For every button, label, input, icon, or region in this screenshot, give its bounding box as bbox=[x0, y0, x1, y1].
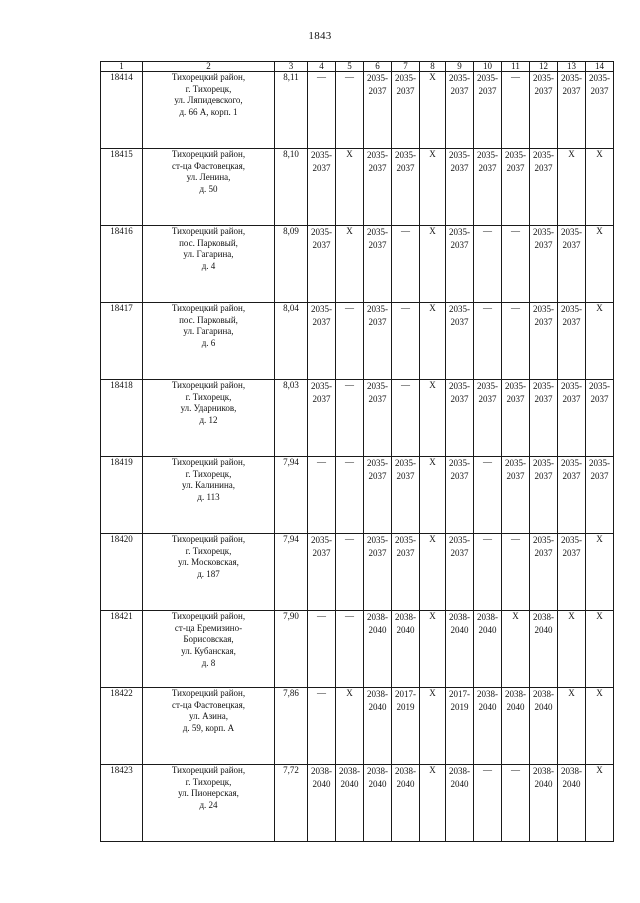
period-cell: 2038- 2040 bbox=[446, 611, 474, 688]
address-line: Борисовская, bbox=[183, 634, 234, 645]
column-number-row bbox=[101, 62, 614, 72]
period-cell: 2035- 2037 bbox=[558, 380, 586, 457]
period-cell: 2035- 2037 bbox=[530, 149, 558, 226]
mark-cell: X bbox=[586, 534, 614, 611]
period-cell: 2035- 2037 bbox=[364, 380, 392, 457]
value-cell: 7,94 bbox=[275, 457, 308, 534]
record-number: 18422 bbox=[101, 688, 143, 765]
address-line: г. Тихорецк, bbox=[185, 468, 232, 479]
period-cell: 2038- 2040 bbox=[364, 765, 392, 842]
period-cell: 2035- 2037 bbox=[530, 226, 558, 303]
address-line: д. 59, корп. А bbox=[182, 723, 235, 734]
address-line: г. Тихорецк, bbox=[185, 83, 232, 94]
address-line: Тихорецкий район, bbox=[171, 457, 246, 467]
address-cell bbox=[143, 457, 275, 534]
period-cell: 2035- 2037 bbox=[308, 149, 336, 226]
mark-cell: — bbox=[308, 611, 336, 688]
period-cell: 2035- 2037 bbox=[364, 226, 392, 303]
record-number: 18421 bbox=[101, 611, 143, 688]
column-number-header: 3 bbox=[275, 62, 308, 72]
period-cell: 2035- 2037 bbox=[446, 303, 474, 380]
mark-cell: — bbox=[392, 303, 420, 380]
period-cell: 2035- 2037 bbox=[364, 149, 392, 226]
address-line: ул. Гагарина, bbox=[183, 326, 234, 337]
period-cell: 2035- 2037 bbox=[308, 534, 336, 611]
address-line: ст-ца Фастовецкая, bbox=[171, 160, 246, 171]
period-cell: 2038- 2040 bbox=[530, 688, 558, 765]
period-cell: 2035- 2037 bbox=[530, 534, 558, 611]
mark-cell: X bbox=[420, 149, 446, 226]
address-line: д. 4 bbox=[201, 261, 216, 272]
mark-cell: X bbox=[420, 611, 446, 688]
period-cell: 2038- 2040 bbox=[392, 611, 420, 688]
period-cell: 2035- 2037 bbox=[502, 457, 530, 534]
mark-cell: — bbox=[502, 72, 530, 149]
period-cell: 2035- 2037 bbox=[446, 149, 474, 226]
period-cell: 2035- 2037 bbox=[446, 226, 474, 303]
column-number-header: 10 bbox=[474, 62, 502, 72]
mark-cell: X bbox=[420, 534, 446, 611]
period-cell: 2035- 2037 bbox=[530, 303, 558, 380]
address-cell bbox=[143, 534, 275, 611]
period-cell: 2035- 2037 bbox=[308, 380, 336, 457]
column-number-header: 11 bbox=[502, 62, 530, 72]
address-line: пос. Парковый, bbox=[179, 237, 238, 248]
address-cell bbox=[143, 611, 275, 688]
table-row bbox=[101, 72, 614, 149]
period-cell: 2038- 2040 bbox=[474, 611, 502, 688]
address-line: Тихорецкий район, bbox=[171, 765, 246, 775]
mark-cell: X bbox=[420, 226, 446, 303]
period-cell: 2035- 2037 bbox=[530, 457, 558, 534]
mark-cell: — bbox=[392, 380, 420, 457]
period-cell: 2035- 2037 bbox=[530, 72, 558, 149]
address-line: ул. Пионерская, bbox=[178, 788, 239, 799]
mark-cell: — bbox=[308, 72, 336, 149]
address-line: д. 66 А, корп. 1 bbox=[179, 107, 238, 118]
mark-cell: — bbox=[336, 380, 364, 457]
mark-cell: — bbox=[474, 457, 502, 534]
period-cell: 2035- 2037 bbox=[446, 380, 474, 457]
mark-cell: X bbox=[502, 611, 530, 688]
mark-cell: — bbox=[474, 226, 502, 303]
table-row bbox=[101, 611, 614, 688]
mark-cell: X bbox=[558, 688, 586, 765]
address-line: Тихорецкий район, bbox=[171, 149, 246, 159]
period-cell: 2038- 2040 bbox=[530, 611, 558, 688]
table-row bbox=[101, 303, 614, 380]
mark-cell: X bbox=[336, 688, 364, 765]
period-cell: 2038- 2040 bbox=[474, 688, 502, 765]
period-cell: 2035- 2037 bbox=[364, 303, 392, 380]
period-cell: 2035- 2037 bbox=[558, 303, 586, 380]
mark-cell: — bbox=[336, 72, 364, 149]
column-number-header: 5 bbox=[336, 62, 364, 72]
column-number-header: 6 bbox=[364, 62, 392, 72]
period-cell: 2035- 2037 bbox=[392, 534, 420, 611]
period-cell: 2035- 2037 bbox=[446, 534, 474, 611]
period-cell: 2035- 2037 bbox=[392, 149, 420, 226]
mark-cell: — bbox=[336, 611, 364, 688]
record-number: 18415 bbox=[101, 149, 143, 226]
mark-cell: X bbox=[586, 611, 614, 688]
period-cell: 2035- 2037 bbox=[530, 380, 558, 457]
address-line: д. 50 bbox=[199, 184, 218, 195]
address-line: Тихорецкий район, bbox=[171, 303, 246, 313]
address-line: г. Тихорецк, bbox=[185, 391, 232, 402]
period-cell: 2035- 2037 bbox=[474, 380, 502, 457]
period-cell: 2035- 2037 bbox=[558, 72, 586, 149]
mark-cell: X bbox=[336, 226, 364, 303]
address-cell bbox=[143, 688, 275, 765]
period-cell: 2035- 2037 bbox=[446, 457, 474, 534]
period-cell: 2038- 2040 bbox=[364, 611, 392, 688]
column-number-header: 9 bbox=[446, 62, 474, 72]
mark-cell: X bbox=[586, 226, 614, 303]
address-cell bbox=[143, 226, 275, 303]
column-number-header: 2 bbox=[143, 62, 275, 72]
address-cell bbox=[143, 72, 275, 149]
column-number-header: 4 bbox=[308, 62, 336, 72]
record-number: 18418 bbox=[101, 380, 143, 457]
mark-cell: X bbox=[586, 688, 614, 765]
address-line: ул. Московская, bbox=[178, 557, 239, 568]
record-number: 18414 bbox=[101, 72, 143, 149]
column-number-header: 1 bbox=[101, 62, 143, 72]
mark-cell: X bbox=[420, 457, 446, 534]
value-cell: 7,72 bbox=[275, 765, 308, 842]
address-line: д. 6 bbox=[201, 338, 216, 349]
address-line: г. Тихорецк, bbox=[185, 545, 232, 556]
address-line: ул. Ляпидевского, bbox=[174, 95, 243, 106]
mark-cell: — bbox=[392, 226, 420, 303]
address-line: Тихорецкий район, bbox=[171, 611, 246, 621]
period-cell: 2035- 2037 bbox=[308, 226, 336, 303]
period-cell: 2035- 2037 bbox=[558, 534, 586, 611]
period-cell: 2035- 2037 bbox=[364, 457, 392, 534]
mark-cell: X bbox=[420, 303, 446, 380]
period-cell: 2038- 2040 bbox=[446, 765, 474, 842]
period-cell: 2035- 2037 bbox=[558, 457, 586, 534]
value-cell: 7,86 bbox=[275, 688, 308, 765]
record-number: 18423 bbox=[101, 765, 143, 842]
period-cell: 2035- 2037 bbox=[586, 72, 614, 149]
mark-cell: — bbox=[474, 534, 502, 611]
address-line: ул. Кубанская, bbox=[181, 646, 236, 657]
address-line: д. 8 bbox=[201, 657, 216, 668]
period-cell: 2035- 2037 bbox=[502, 149, 530, 226]
table-row bbox=[101, 457, 614, 534]
period-cell: 2017- 2019 bbox=[392, 688, 420, 765]
period-cell: 2035- 2037 bbox=[446, 72, 474, 149]
table-row bbox=[101, 534, 614, 611]
record-number: 18420 bbox=[101, 534, 143, 611]
value-cell: 8,09 bbox=[275, 226, 308, 303]
value-cell: 8,11 bbox=[275, 72, 308, 149]
mark-cell: — bbox=[502, 226, 530, 303]
period-cell: 2035- 2037 bbox=[392, 72, 420, 149]
address-line: ст-ца Фастовецкая, bbox=[171, 699, 246, 710]
address-cell bbox=[143, 149, 275, 226]
address-line: д. 24 bbox=[199, 800, 218, 811]
address-cell bbox=[143, 380, 275, 457]
address-line: ул. Калинина, bbox=[181, 480, 236, 491]
period-cell: 2035- 2037 bbox=[558, 226, 586, 303]
record-number: 18419 bbox=[101, 457, 143, 534]
mark-cell: — bbox=[474, 765, 502, 842]
mark-cell: X bbox=[420, 72, 446, 149]
column-number-header: 7 bbox=[392, 62, 420, 72]
period-cell: 2035- 2037 bbox=[474, 149, 502, 226]
table-row bbox=[101, 765, 614, 842]
record-number: 18416 bbox=[101, 226, 143, 303]
period-cell: 2035- 2037 bbox=[502, 380, 530, 457]
period-cell: 2035- 2037 bbox=[392, 457, 420, 534]
period-cell: 2035- 2037 bbox=[586, 380, 614, 457]
mark-cell: — bbox=[336, 303, 364, 380]
address-line: г. Тихорецк, bbox=[185, 776, 232, 787]
column-number-header: 12 bbox=[530, 62, 558, 72]
mark-cell: X bbox=[420, 380, 446, 457]
mark-cell: — bbox=[502, 534, 530, 611]
value-cell: 7,94 bbox=[275, 534, 308, 611]
period-cell: 2038- 2040 bbox=[530, 765, 558, 842]
address-cell bbox=[143, 765, 275, 842]
address-line: д. 113 bbox=[197, 492, 220, 503]
address-line: Тихорецкий район, bbox=[171, 380, 246, 390]
mark-cell: — bbox=[336, 457, 364, 534]
value-cell: 8,10 bbox=[275, 149, 308, 226]
address-line: ул. Гагарина, bbox=[183, 249, 234, 260]
mark-cell: — bbox=[502, 765, 530, 842]
mark-cell: X bbox=[336, 149, 364, 226]
mark-cell: X bbox=[558, 149, 586, 226]
mark-cell: X bbox=[558, 611, 586, 688]
mark-cell: X bbox=[586, 149, 614, 226]
address-line: Тихорецкий район, bbox=[171, 226, 246, 236]
table-row bbox=[101, 688, 614, 765]
table-body bbox=[101, 72, 614, 842]
address-line: Тихорецкий район, bbox=[171, 72, 246, 82]
mark-cell: X bbox=[586, 765, 614, 842]
mark-cell: — bbox=[336, 534, 364, 611]
period-cell: 2038- 2040 bbox=[558, 765, 586, 842]
mark-cell: — bbox=[502, 303, 530, 380]
period-cell: 2035- 2037 bbox=[364, 72, 392, 149]
address-line: ул. Ленина, bbox=[186, 172, 231, 183]
period-cell: 2038- 2040 bbox=[502, 688, 530, 765]
address-line: ул. Азина, bbox=[188, 711, 229, 722]
period-cell: 2038- 2040 bbox=[392, 765, 420, 842]
address-line: Тихорецкий район, bbox=[171, 688, 246, 698]
value-cell: 7,90 bbox=[275, 611, 308, 688]
column-number-header: 14 bbox=[586, 62, 614, 72]
period-cell: 2035- 2037 bbox=[364, 534, 392, 611]
value-cell: 8,04 bbox=[275, 303, 308, 380]
period-cell: 2038- 2040 bbox=[364, 688, 392, 765]
mark-cell: — bbox=[308, 457, 336, 534]
mark-cell: X bbox=[420, 765, 446, 842]
address-cell bbox=[143, 303, 275, 380]
period-cell: 2035- 2037 bbox=[308, 303, 336, 380]
table-row bbox=[101, 149, 614, 226]
mark-cell: X bbox=[586, 303, 614, 380]
period-cell: 2038- 2040 bbox=[336, 765, 364, 842]
record-number: 18417 bbox=[101, 303, 143, 380]
table-row bbox=[101, 380, 614, 457]
period-cell: 2017- 2019 bbox=[446, 688, 474, 765]
period-cell: 2038- 2040 bbox=[308, 765, 336, 842]
address-line: д. 12 bbox=[199, 415, 218, 426]
address-line: Тихорецкий район, bbox=[171, 534, 246, 544]
address-line: д. 187 bbox=[197, 569, 220, 580]
registry-table bbox=[100, 61, 614, 842]
address-line: ст-ца Еремизино- bbox=[174, 622, 243, 633]
mark-cell: — bbox=[474, 303, 502, 380]
mark-cell: — bbox=[308, 688, 336, 765]
table-row bbox=[101, 226, 614, 303]
period-cell: 2035- 2037 bbox=[586, 457, 614, 534]
value-cell: 8,03 bbox=[275, 380, 308, 457]
mark-cell: X bbox=[420, 688, 446, 765]
page-number: 1843 bbox=[308, 30, 332, 42]
column-number-header: 8 bbox=[420, 62, 446, 72]
address-line: пос. Парковый, bbox=[179, 314, 238, 325]
period-cell: 2035- 2037 bbox=[474, 72, 502, 149]
address-line: ул. Ударников, bbox=[180, 403, 237, 414]
column-number-header: 13 bbox=[558, 62, 586, 72]
